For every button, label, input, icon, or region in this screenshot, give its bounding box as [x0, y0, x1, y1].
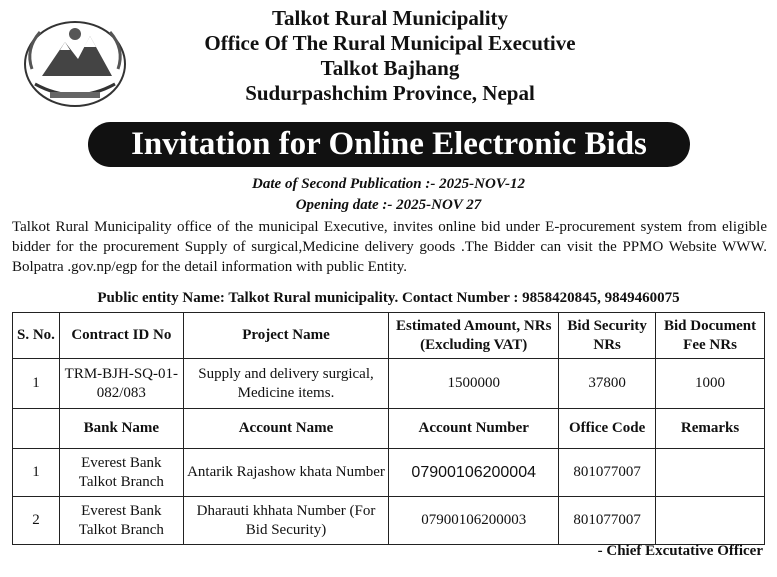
table-row [13, 359, 765, 409]
municipality-name: Talkot Rural Municipality [271, 6, 509, 30]
cell-bid-security: 37800 [559, 359, 656, 409]
cell-bid-doc-fee: 1000 [656, 359, 765, 409]
col-bid-doc-fee: Bid Document Fee NRs [656, 313, 765, 359]
cell-bank-name: Everest Bank Talkot Branch [59, 497, 183, 545]
entity-contact-line: Public entity Name: Talkot Rural municipality. Contact Number : 9858420845, 9849460075 [97, 290, 680, 306]
header [130, 6, 650, 106]
col-account-name: Account Name [183, 409, 389, 449]
cell-bank-name: Everest Bank Talkot Branch [59, 449, 183, 497]
province: Sudurpashchim Province, Nepal [245, 81, 535, 105]
cell-account-name: Dharauti khhata Number (For Bid Security) [183, 497, 389, 545]
second-publication-date: Date of Second Publication :- 2025-NOV-12 [252, 176, 525, 192]
cell-sno: 2 [13, 497, 60, 545]
col-bank-sno [13, 409, 60, 449]
location: Talkot Bajhang [320, 56, 460, 80]
cell-account-number: 07900106200004 [389, 449, 559, 497]
intro-paragraph: Talkot Rural Municipality office of the municipal Executive, invites online bid under E-procurement system from eligible bidder for the procurement Supply of surgical,Medicine delivery goods .The Bidder can visit the PPMO Website WWW. Bolpatra .gov.np/egp for the detail information with public Entity. [12, 219, 767, 275]
cell-office-code: 801077007 [559, 497, 656, 545]
table-row [13, 449, 765, 497]
col-bank-name: Bank Name [59, 409, 183, 449]
signature-line: - Chief Excutative Officer [597, 543, 763, 559]
table-header-row [13, 313, 765, 359]
table-row [13, 497, 765, 545]
col-remarks: Remarks [656, 409, 765, 449]
col-office-code: Office Code [559, 409, 656, 449]
cell-account-name: Antarik Rajashow khata Number [183, 449, 389, 497]
cell-project-name: Supply and delivery surgical, Medicine items. [183, 359, 389, 409]
cell-sno: 1 [13, 359, 60, 409]
cell-remarks [656, 497, 765, 545]
cell-remarks [656, 449, 765, 497]
cell-sno: 1 [13, 449, 60, 497]
opening-date: Opening date :- 2025-NOV 27 [295, 197, 482, 213]
col-contract-id: Contract ID No [59, 313, 183, 359]
cell-contract-id: TRM-BJH-SQ-01-082/083 [59, 359, 183, 409]
notice-title-banner: Invitation for Online Electronic Bids [88, 122, 690, 167]
col-estimated-amount: Estimated Amount, NRs (Excluding VAT) [389, 313, 559, 359]
municipality-emblem-icon [20, 14, 130, 109]
publication-dates [0, 174, 777, 216]
cell-estimated-amount: 1500000 [389, 359, 559, 409]
office-name: Office Of The Rural Municipal Executive [204, 31, 576, 55]
col-sno: S. No. [13, 313, 60, 359]
col-project-name: Project Name [183, 313, 389, 359]
bank-header-row [13, 409, 765, 449]
col-account-number: Account Number [389, 409, 559, 449]
col-bid-security: Bid Security NRs [559, 313, 656, 359]
cell-account-number: 07900106200003 [389, 497, 559, 545]
cell-office-code: 801077007 [559, 449, 656, 497]
bid-details-table [12, 312, 765, 545]
